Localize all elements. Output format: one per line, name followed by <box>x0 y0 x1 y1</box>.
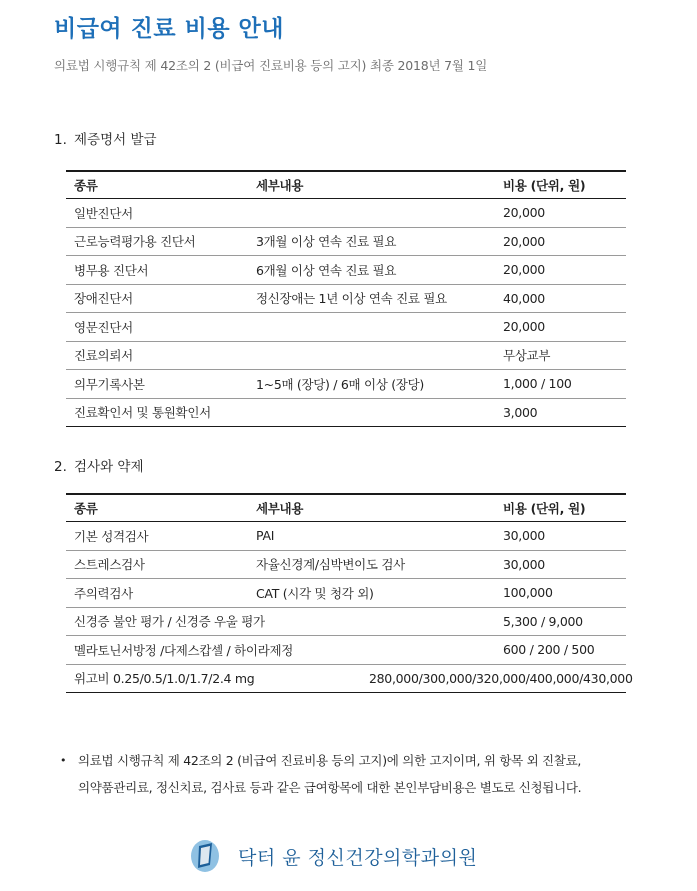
table-row <box>66 342 626 371</box>
row-type: 위고비 0.25/0.5/1.0/1.7/2.4 mg <box>74 671 255 687</box>
clinic-name: 닥터 윤 정신건강의학과의원 <box>238 846 478 869</box>
row-cost: 280,000/300,000/320,000/400,000/430,000 <box>369 670 633 686</box>
column-header-detail: 세부내용 <box>256 501 304 516</box>
table-row <box>66 313 626 342</box>
row-detail: PAI <box>256 528 275 544</box>
row-detail: 자율신경계/심박변이도 검사 <box>256 557 405 573</box>
table-row <box>66 228 626 257</box>
row-detail: 6개월 이상 연속 진료 필요 <box>256 262 397 278</box>
table-row <box>66 370 626 399</box>
table-row <box>66 551 626 580</box>
row-cost: 20,000 <box>503 319 545 335</box>
table-row <box>66 199 626 228</box>
row-cost: 5,300 / 9,000 <box>503 613 583 629</box>
notice-line-1: 의료법 시행규칙 제 42조의 2 (비급여 진료비용 등의 고지)에 의한 고지이며, 위 항목 외 진찰료, <box>78 753 582 768</box>
column-header-detail: 세부내용 <box>256 178 304 193</box>
row-detail: 3개월 이상 연속 진료 필요 <box>256 234 397 250</box>
row-detail: CAT (시각 및 청각 외) <box>256 585 374 601</box>
table-row <box>66 256 626 285</box>
row-detail: 정신장애는 1년 이상 연속 진료 필요 <box>256 291 447 307</box>
row-cost: 무상교부 <box>503 348 551 364</box>
row-type: 일반진단서 <box>74 205 133 221</box>
column-header-type: 종류 <box>74 501 98 516</box>
row-type: 의무기록사본 <box>74 376 145 392</box>
row-type: 신경증 불안 평가 / 신경증 우울 평가 <box>74 614 265 630</box>
notice-line-2: 의약품관리료, 정신치료, 검사료 등과 같은 급여항목에 대한 본인부담비용은 별도로 신청됩니다. <box>78 780 582 795</box>
row-cost: 40,000 <box>503 290 545 306</box>
clinic-footer <box>190 838 477 874</box>
section-2-title: 검사와 약제 <box>74 459 144 475</box>
section-2-heading <box>54 455 144 475</box>
row-type: 진료확인서 및 통원확인서 <box>74 405 211 421</box>
row-cost: 20,000 <box>503 233 545 249</box>
column-header-type: 종류 <box>74 178 98 193</box>
row-type: 장애진단서 <box>74 291 133 307</box>
certificate-fee-table <box>66 170 626 427</box>
row-type: 스트레스검사 <box>74 557 145 573</box>
section-1-number: 1. <box>54 132 67 148</box>
table-row <box>66 399 626 428</box>
row-cost: 30,000 <box>503 556 545 572</box>
row-cost: 3,000 <box>503 404 538 420</box>
table-row <box>66 636 626 665</box>
table-row <box>66 608 626 637</box>
page-title: 비급여 진료 비용 안내 <box>54 16 284 42</box>
row-type: 멜라토닌서방정 /다제스캅셀 / 하이라제정 <box>74 642 294 658</box>
table-row <box>66 285 626 314</box>
table-header-row <box>66 493 626 522</box>
row-cost: 1,000 / 100 <box>503 376 572 392</box>
row-type: 영문진단서 <box>74 319 133 335</box>
row-type: 근로능력평가용 진단서 <box>74 234 196 250</box>
row-cost: 100,000 <box>503 585 553 601</box>
row-cost: 20,000 <box>503 262 545 278</box>
fee-notice <box>60 747 660 801</box>
table-row <box>66 665 633 694</box>
exam-medication-fee-table <box>66 493 633 693</box>
section-1-title: 제증명서 발급 <box>74 132 157 148</box>
column-header-cost: 비용 (단위, 원) <box>503 501 586 516</box>
row-type: 진료의뢰서 <box>74 348 133 364</box>
column-header-cost: 비용 (단위, 원) <box>503 178 586 193</box>
row-cost: 600 / 200 / 500 <box>503 642 595 658</box>
row-type: 주의력검사 <box>74 585 133 601</box>
table-row <box>66 579 626 608</box>
bullet-icon: • <box>60 754 67 767</box>
section-1-heading <box>54 128 157 148</box>
section-2-number: 2. <box>54 459 67 475</box>
row-cost: 30,000 <box>503 528 545 544</box>
table-header-row <box>66 170 626 199</box>
row-type: 병무용 진단서 <box>74 262 149 278</box>
clinic-logo-icon <box>190 839 220 873</box>
row-cost: 20,000 <box>503 205 545 221</box>
page-subtitle: 의료법 시행규칙 제 42조의 2 (비급여 진료비용 등의 고지) 최종 2018년 7월 1일 <box>54 58 488 73</box>
table-row <box>66 522 626 551</box>
row-type: 기본 성격검사 <box>74 528 149 544</box>
row-detail: 1~5매 (장당) / 6매 이상 (장당) <box>256 376 424 392</box>
